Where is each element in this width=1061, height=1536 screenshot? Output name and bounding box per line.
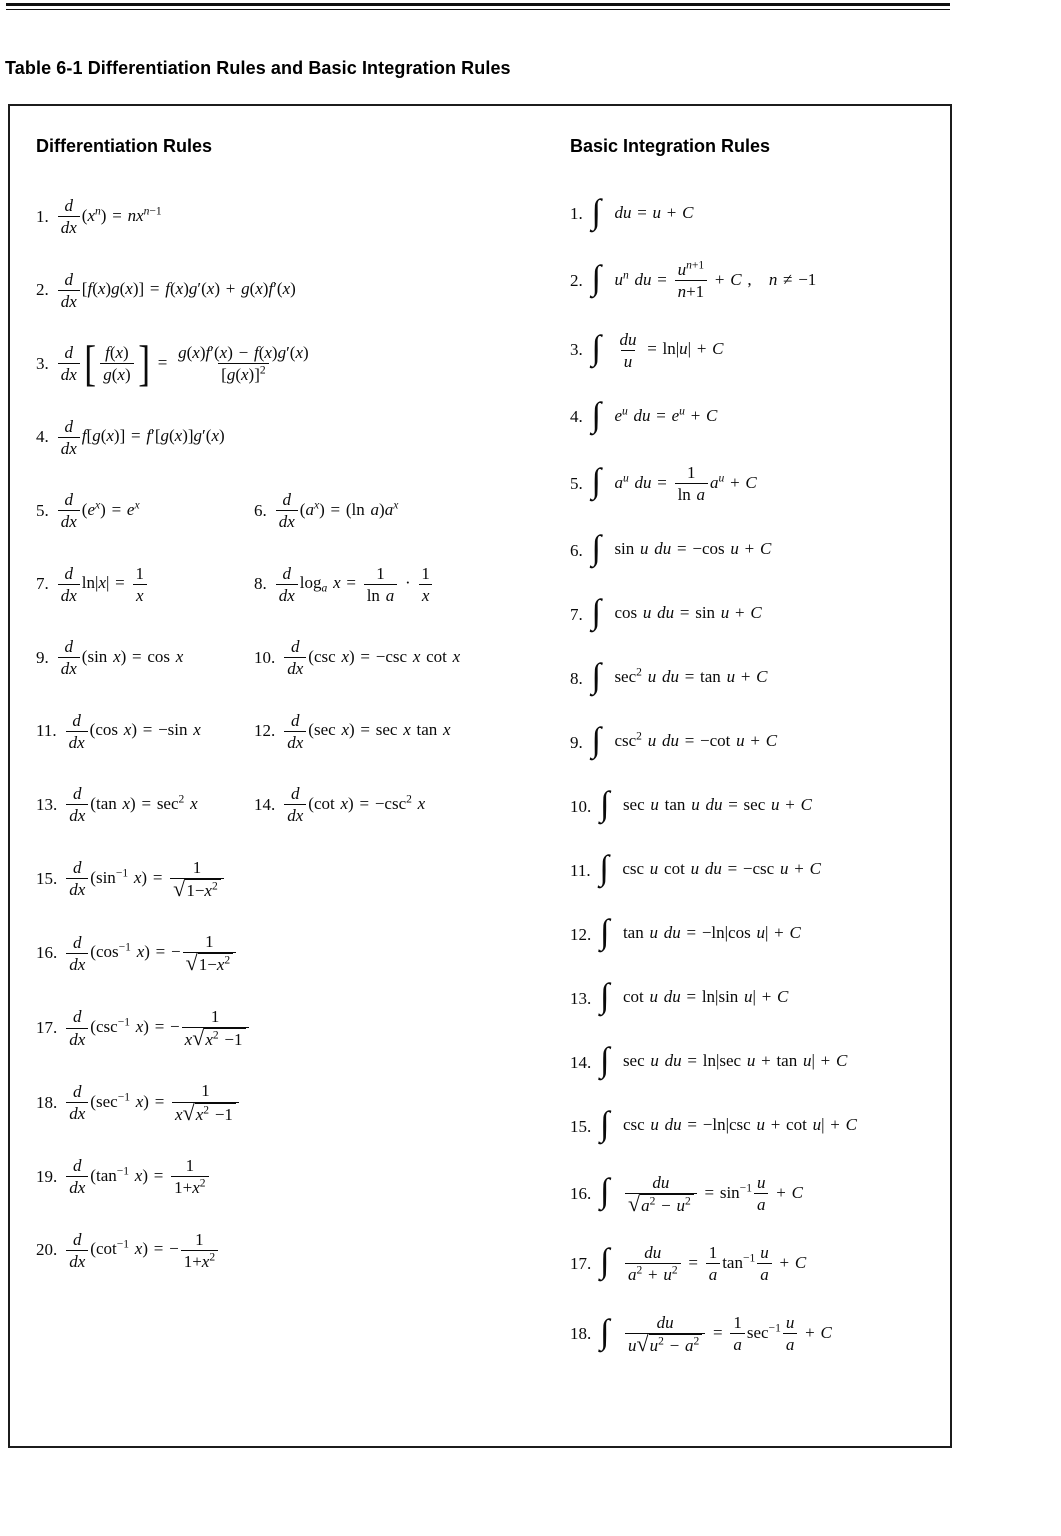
formula: ∫ sec u du = ln|sec u + tan u| + C	[599, 1040, 848, 1080]
int-row-5	[570, 462, 942, 506]
diff-rule-4	[36, 416, 225, 460]
int-rule-2	[570, 259, 816, 303]
rule-number: 6.	[570, 540, 583, 560]
int-row-12	[570, 912, 942, 954]
int-rule-7	[570, 592, 762, 632]
int-row-4	[570, 394, 942, 436]
diff-rule-10	[254, 636, 460, 680]
formula: $\frac{d}{dx}$ (cot $x) = -\csc^2$ x	[282, 783, 425, 827]
integral-sign: ∫	[591, 191, 602, 231]
formula: $\frac{d}{dx}$ $(a^x) = (\ln$ $a)a^x$	[274, 489, 399, 533]
int-rule-12	[570, 912, 801, 952]
differentiation-rules-list	[36, 195, 541, 1272]
int-row-9	[570, 720, 942, 762]
rule-number: 14.	[570, 1052, 592, 1072]
diff-rule-20	[36, 1229, 220, 1273]
int-rule-5	[570, 462, 757, 506]
radical-sign: √	[182, 1099, 195, 1125]
formula: $\frac{d}{dx}$ (tan $x) = \sec^2 x$	[64, 783, 197, 827]
formula: ∫ tan u du = −ln|cos u| + C	[599, 912, 801, 952]
formula: ∫ sec u tan u du = sec u + C	[599, 784, 812, 824]
formula: $\frac{d}{dx}$ (csc x) = −csc x cot x	[282, 636, 460, 680]
diff-row-1	[36, 195, 541, 239]
rule-number: 8.	[570, 668, 583, 688]
diff-row-7	[36, 636, 541, 680]
rule-number: 6.	[254, 500, 267, 520]
rule-number: 13.	[570, 988, 592, 1008]
diff-rule-2	[36, 269, 296, 313]
integral-sign: ∫	[591, 461, 602, 501]
diff-row-12	[36, 1006, 541, 1051]
integral-sign: ∫	[599, 848, 609, 888]
int-rule-17	[570, 1242, 806, 1286]
int-row-2	[570, 259, 942, 303]
rule-number: 5.	[570, 473, 583, 493]
int-rule-18	[570, 1312, 832, 1357]
page-title: Table 6-1 Differentiation Rules and Basic Integration Rules	[5, 58, 511, 78]
formula: $\frac{d}{dx}$ $(x^n) = nx^{n-1}$	[56, 195, 162, 239]
diff-rule-11	[36, 710, 254, 754]
diff-row-6	[36, 563, 541, 607]
rule-number: 19.	[36, 1166, 58, 1186]
rule-number: 12.	[570, 924, 592, 944]
rule-number: 17.	[570, 1253, 592, 1273]
int-rule-4	[570, 394, 718, 435]
differentiation-rules-heading: Differentiation Rules	[36, 136, 213, 156]
formula: ∫ $\frac{du}{a^2 + u^2}$ = $\frac{1}{a}$ $\tan^{-1}$ $\frac{u}{a}$ + C	[599, 1241, 807, 1285]
int-rule-9	[570, 720, 778, 760]
diff-row-9	[36, 783, 541, 827]
diff-rule-9	[36, 636, 254, 680]
rule-number: 18.	[36, 1092, 58, 1112]
formula: ∫ $\csc^2 u$ du = −cot u + C	[591, 720, 778, 760]
diff-rule-7	[36, 563, 254, 607]
top-rule-divider	[6, 3, 950, 10]
diff-row-13	[36, 1080, 541, 1125]
int-rule-6	[570, 528, 772, 568]
int-row-14	[570, 1040, 942, 1082]
rule-number: 13.	[36, 794, 58, 814]
formula: ∫ $\frac{du}{u}$ = ln|u| + C	[591, 327, 724, 371]
diff-rule-16	[36, 931, 238, 976]
diff-row-11	[36, 931, 541, 976]
differentiation-rules-column	[36, 136, 541, 1302]
rule-number: 3.	[570, 340, 583, 360]
integral-sign: ∫	[591, 394, 602, 434]
int-row-3	[570, 329, 942, 373]
rule-number: 20.	[36, 1240, 58, 1260]
diff-rule-5	[36, 489, 254, 533]
diff-rule-18	[36, 1080, 241, 1125]
int-rule-15	[570, 1104, 857, 1144]
rule-number: 18.	[570, 1323, 592, 1343]
formula: $\frac{d}{dx}$ ($\tan^{-1}$ x) = $\frac{1}{1+x^2}$	[64, 1155, 210, 1199]
rule-number: 1.	[570, 204, 583, 223]
formula: $\frac{d}{dx}$ ($\sec^{-1}$ x) = 1 x √ $x^2 -1$	[64, 1080, 241, 1125]
rule-number: 8.	[254, 574, 267, 594]
rule-number: 9.	[36, 647, 49, 667]
int-row-15	[570, 1104, 942, 1146]
formula: ∫ cos u du = sin u + C	[591, 592, 762, 632]
formula: ∫ $e^u$ du = $e^u + C$	[591, 394, 718, 434]
int-rule-11	[570, 848, 821, 888]
rule-number: 14.	[254, 794, 276, 814]
rule-number: 12.	[254, 721, 276, 741]
rule-number: 15.	[36, 868, 58, 888]
formula: $\frac{d}{dx}$ ($\sin^{-1}$ x) = 1 √ $1-x^2$	[64, 857, 225, 902]
int-row-6	[570, 528, 942, 570]
rule-number: 16.	[570, 1183, 592, 1203]
formula: ∫ $a^u$ du = $\frac{1}{\text{ln a}}$ $a^u + C$	[591, 461, 757, 505]
rule-number: 2.	[36, 280, 49, 300]
int-rule-10	[570, 784, 812, 824]
diff-row-3	[36, 335, 541, 391]
formula: $\frac{d}{dx}$ (cos x) = −sin x	[64, 710, 201, 754]
diff-rule-17	[36, 1006, 251, 1051]
rule-number: 10.	[570, 796, 592, 816]
formula: ∫ sin u du = −cos u + C	[591, 528, 772, 568]
rule-number: 2.	[570, 270, 583, 290]
rule-number: 3.	[36, 353, 49, 373]
diff-row-10	[36, 857, 541, 902]
integration-rules-list	[570, 191, 942, 1356]
integral-sign: ∫	[599, 1311, 610, 1351]
formula: $\frac{d}{dx}$ $(e^x) = e^x$	[56, 489, 140, 533]
integral-sign: ∫	[591, 327, 602, 367]
rule-number: 5.	[36, 500, 49, 520]
diff-row-2	[36, 269, 541, 313]
formula: $\frac{d}{dx}$ $\log_a x$ = $\frac{1}{\text{ln a}}$ · $\frac{1}{x}$	[274, 563, 435, 607]
radical-sign: √	[192, 1025, 205, 1051]
rule-number: 7.	[36, 574, 49, 594]
formula: ∫ du √ $a^2 - u^2$ = $\sin^{-1}$ $\frac{u}{a}$ + C	[599, 1171, 803, 1216]
formula: $\frac{d}{dx}$ ($\cos^{-1}$ x) = − 1 √ $1-x^2$	[64, 931, 238, 976]
rule-number: 10.	[254, 647, 276, 667]
integral-sign: ∫	[599, 976, 610, 1016]
int-row-11	[570, 848, 942, 890]
integral-sign: ∫	[599, 1040, 610, 1080]
rule-number: 9.	[570, 732, 583, 752]
integral-sign: ∫	[599, 784, 610, 824]
int-rule-8	[570, 656, 768, 696]
integral-sign: ∫	[599, 1104, 610, 1144]
rule-number: 11.	[36, 721, 57, 741]
rule-number: 7.	[570, 604, 583, 624]
formula: ∫ csc u du = −ln|csc u + cot u| + C	[599, 1104, 857, 1144]
diff-rule-8	[254, 563, 435, 607]
integral-sign: ∫	[591, 592, 602, 632]
diff-row-14	[36, 1155, 541, 1199]
diff-row-4	[36, 416, 541, 460]
integral-sign: ∫	[599, 912, 610, 952]
formula: ∫ cot u du = ln|sin u| + C	[599, 976, 789, 1016]
rule-number: 11.	[570, 860, 591, 880]
diff-row-8	[36, 710, 541, 754]
formula: ∫ csc u cot u du = −csc u + C	[599, 848, 821, 888]
diff-rule-15	[36, 857, 226, 902]
rule-number: 4.	[36, 427, 49, 447]
int-row-8	[570, 656, 942, 698]
integration-rules-heading: Basic Integration Rules	[570, 136, 771, 156]
rule-number: 16.	[36, 943, 58, 963]
int-row-16	[570, 1172, 942, 1217]
formula: $\frac{d}{dx}$ f[g(x)] = f′[g(x)]g′(x)	[56, 416, 225, 460]
formula: $\frac{d}{dx}$ [f(x)g(x)] = f(x)g′(x) + g(x)f′(x)	[56, 269, 296, 313]
int-rule-14	[570, 1040, 848, 1080]
formula: $\frac{d}{dx}$ ($\csc^{-1}$ x) = − 1 x √ $x^2 -1$	[64, 1006, 250, 1051]
integral-sign: ∫	[591, 656, 602, 696]
integral-sign: ∫	[599, 1171, 610, 1211]
int-row-17	[570, 1242, 942, 1286]
int-rule-13	[570, 976, 789, 1016]
formula: ∫ $\sec^2 u$ du = tan u + C	[591, 656, 768, 696]
rules-table	[8, 104, 952, 1448]
int-rule-1	[570, 191, 694, 232]
diff-row-15	[36, 1229, 541, 1273]
diff-rule-6	[254, 489, 398, 533]
rule-number: 15.	[570, 1116, 592, 1136]
int-row-10	[570, 784, 942, 826]
rule-number: 4.	[570, 407, 583, 426]
int-rule-16	[570, 1172, 803, 1217]
int-row-1	[570, 191, 942, 233]
rule-number: 1.	[36, 206, 49, 226]
formula: $\frac{d}{dx}$ (sec x) = sec x tan x	[282, 710, 450, 754]
int-row-13	[570, 976, 942, 1018]
formula: ∫ $u^n$ du = $\frac{u^{n+1}}{n+1}$ + C , n ≠ −1	[591, 258, 817, 302]
rule-number: 17.	[36, 1018, 58, 1038]
radical-sign: √	[636, 1330, 649, 1356]
integral-sign: ∫	[591, 720, 602, 760]
int-rule-3	[570, 329, 724, 373]
formula: $\frac{d}{dx}$ ln|x| = $\frac{1}{x}$	[56, 563, 149, 607]
int-row-7	[570, 592, 942, 634]
radical-sign: √	[173, 875, 186, 901]
formula: $\frac{d}{dx}$ (sin x) = cos x	[56, 636, 184, 680]
integration-rules-column	[570, 136, 942, 1382]
radical-sign: √	[627, 1190, 641, 1216]
formula: $\frac{d}{dx}$ ($\cot^{-1}$ x) = − $\frac{1}{1+x^2}$	[64, 1229, 220, 1273]
diff-rule-13	[36, 783, 254, 827]
formula: $\frac{d}{dx}$ [ $\frac{f(x)}{g(x)}$ ] = $\frac{g(x)f'(x) - f(x)g'(x)}{[g(x)]^2}$	[56, 342, 314, 386]
radical-sign: √	[185, 950, 198, 976]
formula: ∫ du u √ $u^2 - a^2$ = $\frac{1}{a}$ $\sec^{-1}$ $\frac{u}{a}$ + C	[599, 1311, 832, 1356]
diff-rule-14	[254, 783, 425, 827]
formula: ∫ du = u + C	[591, 191, 694, 231]
int-row-18	[570, 1312, 942, 1357]
integral-sign: ∫	[591, 258, 602, 298]
integral-sign: ∫	[599, 1241, 610, 1281]
diff-row-5	[36, 489, 541, 533]
diff-rule-12	[254, 710, 451, 754]
diff-rule-3	[36, 335, 314, 391]
diff-rule-19	[36, 1155, 211, 1199]
integral-sign: ∫	[591, 528, 602, 568]
diff-rule-1	[36, 195, 162, 239]
